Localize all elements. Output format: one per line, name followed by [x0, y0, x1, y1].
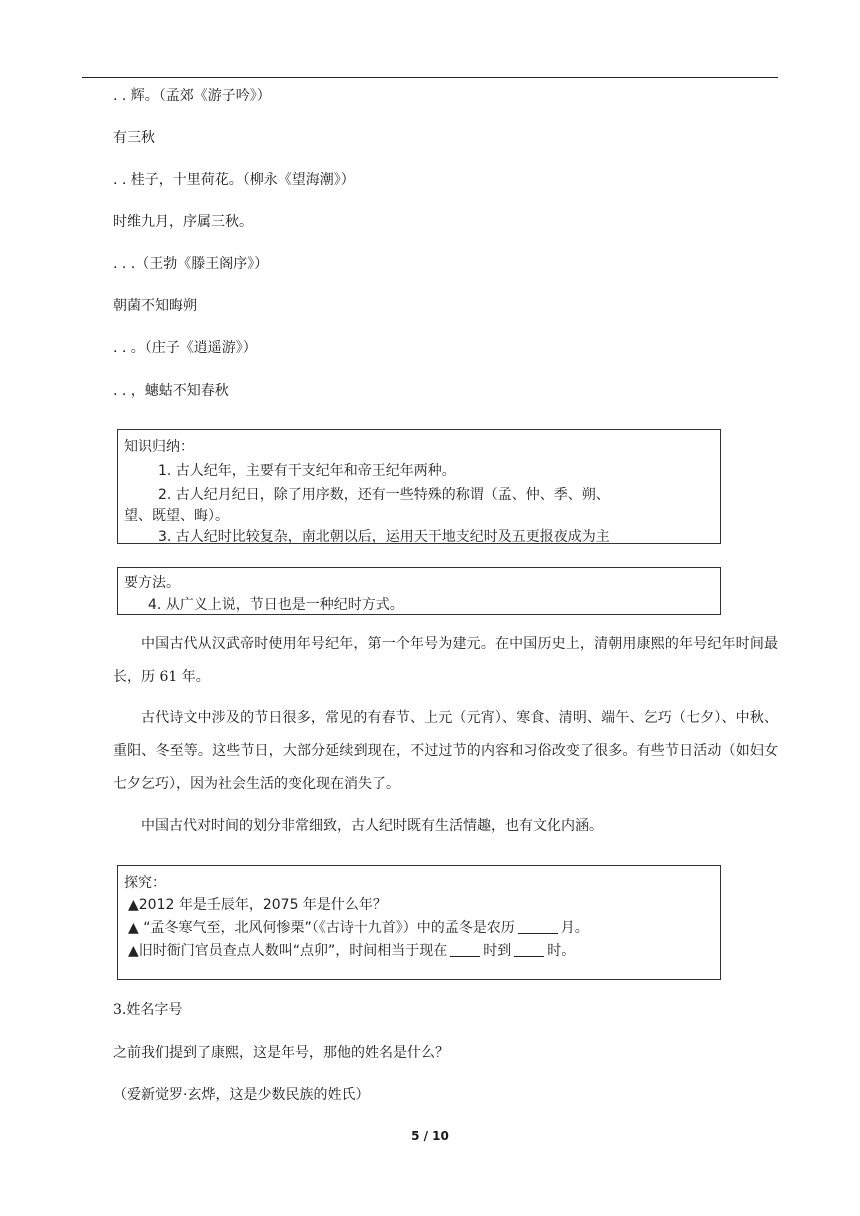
page-number: 5 / 10 — [411, 1129, 449, 1143]
box-title: 探究： — [124, 875, 166, 891]
box-item: 4. 从广义上说，节日也是一种纪时方式。 — [148, 597, 404, 613]
text-line: . . 辉。（孟郊《游子吟》） — [113, 88, 271, 104]
section-answer: （爱新觉罗·玄烨，这是少数民族的姓氏） — [113, 1087, 370, 1103]
answer-blank[interactable] — [514, 942, 544, 957]
question-text: 时。 — [547, 943, 576, 959]
answer-blank[interactable] — [450, 942, 480, 957]
knowledge-summary-box — [117, 429, 721, 544]
section-heading: 3.姓名字号 — [113, 1002, 183, 1018]
text-line: . . 。（庄子《逍遥游》） — [113, 340, 257, 356]
text-line: 有三秋 — [113, 130, 155, 146]
text-line: . . ，蟪蛄不知春秋 — [113, 383, 229, 399]
box-item: 2. 古人纪月纪日，除了用序数，还有一些特殊的称谓（孟、仲、季、朔、 — [158, 487, 610, 503]
paragraph: 中国古代从汉武帝时使用年号纪年，第一个年号为建元。在中国历史上，清朝用康熙的年号纪年时间最长，历 61 年。 — [113, 636, 778, 685]
section-question: 之前我们提到了康熙，这是年号，那他的姓名是什么？ — [113, 1045, 449, 1061]
text-line: . . 桂子，十里荷花。（柳永《望海潮》） — [113, 172, 355, 188]
question-text: ▲旧时衙门官员查点人数叫“点卯”，时间相当于现在 — [128, 943, 448, 959]
knowledge-summary-box-continued — [117, 567, 721, 615]
text-line: . . .（王勃《滕王阁序》） — [113, 256, 269, 272]
text-line: 朝菌不知晦朔 — [113, 298, 197, 314]
question-3 — [128, 940, 575, 960]
question-1: ▲2012 年是壬辰年，2075 年是什么年？ — [128, 897, 387, 913]
paragraph: 中国古代对时间的划分非常细致，古人纪时既有生活情趣，也有文化内涵。 — [141, 818, 603, 834]
box-title: 知识归纳： — [124, 439, 194, 455]
box-item: 3. 古人纪时比较复杂，南北朝以后，运用天干地支纪时及五更报夜成为主 — [158, 529, 610, 545]
exploration-box — [117, 865, 721, 980]
box-item: 望、既望、晦）。 — [124, 508, 229, 524]
header-rule — [82, 77, 778, 78]
box-line: 要方法。 — [124, 575, 180, 591]
question-text: ▲ “孟冬寒气至，北风何惨栗”（《古诗十九首》）中的孟冬是农历 — [128, 920, 515, 936]
answer-blank[interactable] — [518, 919, 558, 934]
text-line: 时维九月，序属三秋。 — [113, 214, 253, 230]
box-item: 1. 古人纪年，主要有干支纪年和帝王纪年两种。 — [158, 463, 456, 479]
question-text: 月。 — [560, 920, 589, 936]
question-text: 时到 — [483, 943, 512, 959]
question-2 — [128, 917, 589, 937]
paragraph: 古代诗文中涉及的节日很多，常见的有春节、上元（元宵）、寒食、清明、端午、乞巧（七夕）、中秋、重阳、冬至等。这些节日，大部分延续到现在，不过过节的内容和习俗改变了很多。有些节日活动（如妇女七夕乞巧），因为社会生活的变化现在消失了。 — [113, 710, 778, 792]
